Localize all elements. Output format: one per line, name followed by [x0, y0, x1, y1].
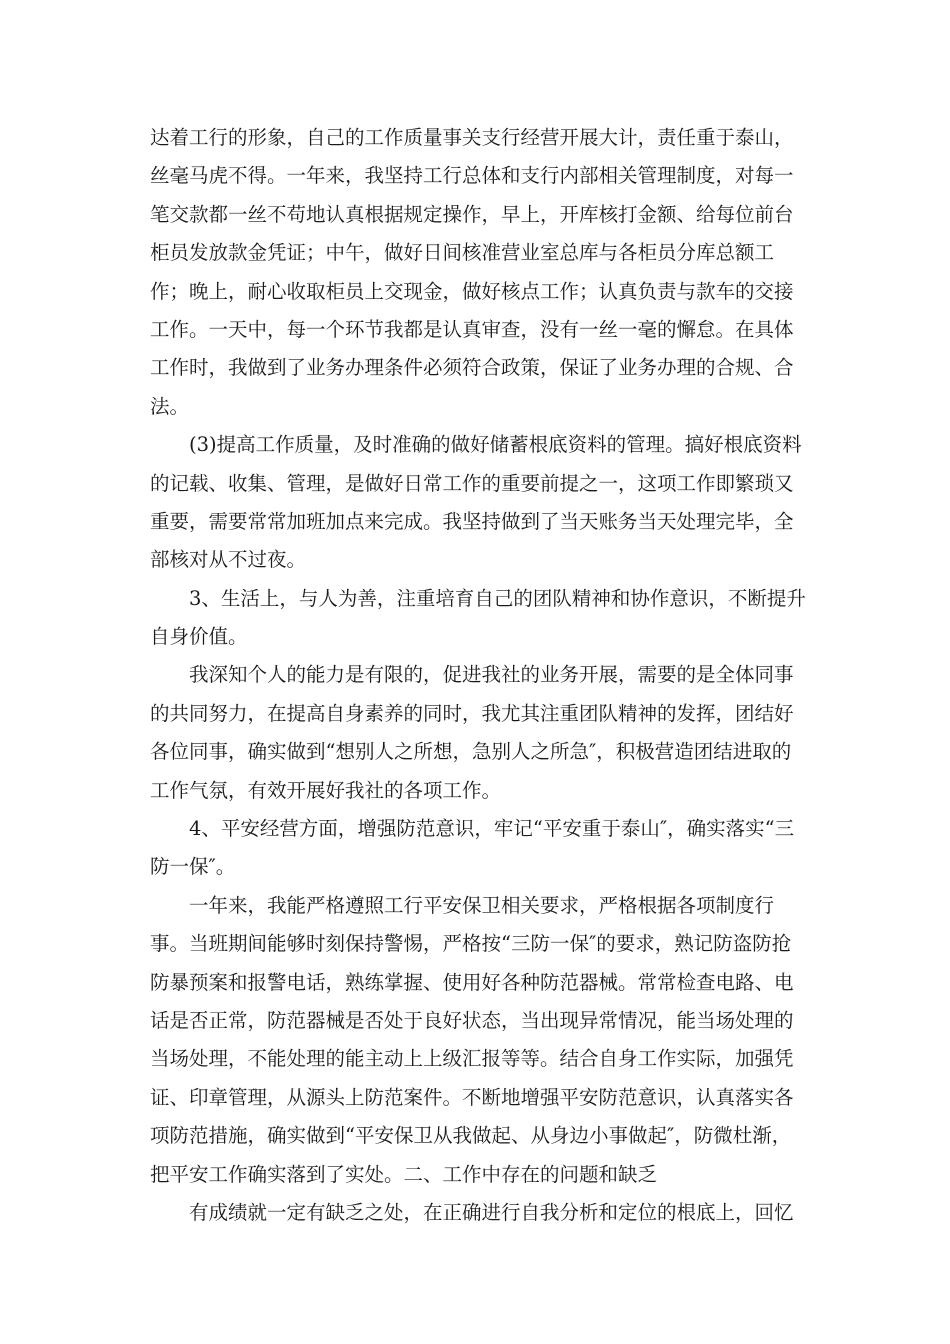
text-line: 有成绩就一定有缺乏之处，在正确进行自我分析和定位的根底上，回忆: [189, 1200, 794, 1224]
text-line: 工作时，我做到了业务办理条件必须符合政策，保证了业务办理的合规、合: [150, 356, 794, 380]
text-line: 各位同事，确实做到“想别人之所想，急别人之所急″，积极营造团结进取的: [150, 740, 792, 764]
text-line: 3、生活上，与人为善，注重培育自己的团队精神和协作意识，不断提升: [189, 586, 806, 610]
text-line: 防一保″。: [150, 855, 236, 879]
text-line: 笔交款都一丝不苟地认真根据规定操作，早上，开库核打金额、给每位前台: [150, 202, 794, 226]
text-line: 重要，需要常常加班加点来完成。我坚持做到了当天账务当天处理完毕，全: [150, 509, 794, 533]
text-line: 工作气氛，有效开展好我社的各项工作。: [150, 778, 502, 802]
text-line: 项防范措施，确实做到“平安保卫从我做起、从身边小事做起″，防微杜渐，: [150, 1124, 792, 1148]
text-line: 法。: [150, 394, 190, 418]
text-line: 防暴预案和报警电话，熟练掌握、使用好各种防范器械。常常检查电路、电: [150, 970, 794, 994]
document-body: [150, 119, 806, 1232]
text-line: 工作。一天中，每一个环节我都是认真审查，没有一丝一毫的懈怠。在具体: [150, 317, 794, 341]
text-line: 的共同努力，在提高自身素养的同时，我尤其注重团队精神的发挥，团结好: [150, 701, 794, 725]
text-line: 的记载、收集、管理，是做好日常工作的重要前提之一，这项工作即繁琐又: [150, 471, 794, 495]
text-line: 4、平安经营方面，增强防范意识，牢记“平安重于泰山″，确实落实“三: [189, 817, 795, 841]
text-line: 柜员发放款金凭证；中午，做好日间核准营业室总库与各柜员分库总额工: [150, 241, 775, 265]
text-line: 当场处理，不能处理的能主动上上级汇报等等。结合自身工作实际，加强凭: [150, 1047, 794, 1071]
text-line: 作；晚上，耐心收取柜员上交现金，做好核点工作；认真负责与款车的交接: [150, 279, 794, 303]
text-line: 达着工行的形象，自己的工作质量事关支行经营开展大计，责任重于泰山，: [150, 126, 794, 149]
text-line: 丝毫马虎不得。一年来，我坚持工行总体和支行内部相关管理制度，对每一: [150, 164, 794, 188]
text-line: 话是否正常，防范器械是否处于良好状态，当出现异常情况，能当场处理的: [150, 1008, 794, 1032]
text-line: (3)提高工作质量，及时准确的做好储蓄根底资料的管理。搞好根底资料: [189, 433, 802, 457]
text-line: 证、印章管理，从源头上防范案件。不断地增强平安防范意识，认真落实各: [150, 1085, 794, 1109]
text-line: 自身价值。: [150, 625, 248, 649]
text-line: 部核对从不过夜。: [150, 548, 307, 572]
text-line: 一年来，我能严格遵照工行平安保卫相关要求，严格根据各项制度行: [189, 893, 775, 917]
text-line: 我深知个人的能力是有限的，促进我社的业务开展，需要的是全体同事: [189, 663, 794, 687]
text-line: 把平安工作确实落到了实处。二、工作中存在的问题和缺乏: [150, 1162, 658, 1186]
text-line: 事。当班期间能够时刻保持警惕，严格按“三防一保″的要求，熟记防盗防抢: [150, 932, 792, 956]
